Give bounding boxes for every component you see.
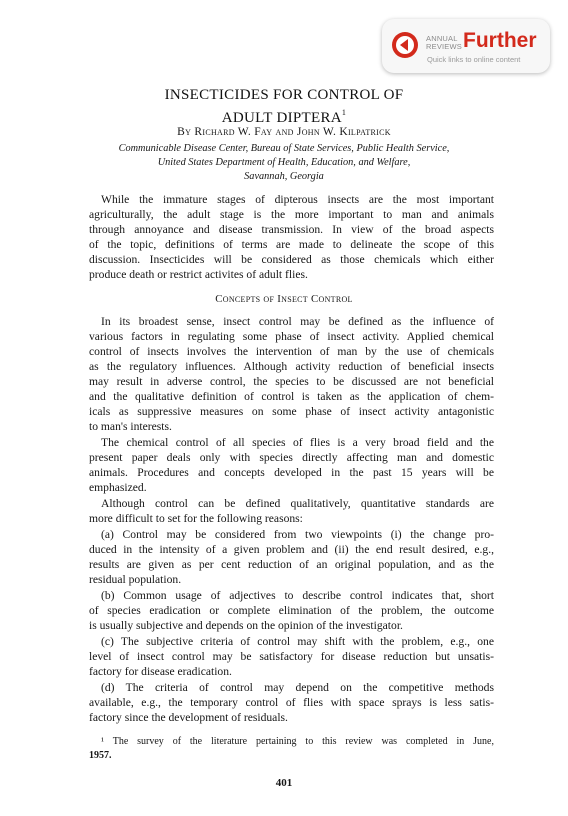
text-line: as the regulatory influences. Although activity reduction of beneficial insects (89, 360, 494, 373)
text-line: more difficult to set for the following reasons: (89, 512, 303, 525)
affiliation-line-1: Communicable Disease Center, Bureau of State Services, Public Health Service, (118, 143, 450, 154)
text-line: The chemical control of all species of flies is a very broad field and the (101, 436, 494, 449)
page-number: 401 (275, 777, 293, 789)
text-line: control of insects involves the intervention of man by the use of chemicals (89, 345, 494, 358)
badge-annual-text: ANNUAL (426, 34, 458, 43)
text-line: agriculturally, the adult stage is the more important to man and animals (89, 208, 494, 221)
author-byline: By Richard W. Fay and John W. Kilpatrick (177, 126, 391, 138)
text-line: may result in adverse control, the species to be discussed are not beneficial (89, 375, 494, 388)
play-arrow-circle-icon (391, 31, 419, 59)
affiliation-line-2: United States Department of Health, Education, and Welfare, (157, 157, 411, 168)
text-line: residual population. (89, 573, 182, 586)
affiliation-line-3: Savannah, Georgia (244, 171, 324, 182)
text-line: results are given as per cent reduction of an original population, and as the (89, 558, 494, 571)
title-footnote-mark: 1 (341, 108, 347, 117)
text-line: available, e.g., the temporary control of flies with space sprays is less satis- (89, 696, 494, 709)
text-line: (d) The criteria of control may depend on the competitive methods (101, 681, 494, 694)
badge-tagline: Quick links to online content (427, 55, 521, 64)
section-heading: Concepts of Insect Control (215, 293, 353, 305)
article-title-text: ADULT DIPTERA (221, 110, 342, 126)
footnote-line: ¹ The survey of the literature pertaining to this review was completed in June, (101, 736, 494, 747)
text-line: While the immature stages of dipterous insects are the most important (101, 193, 494, 206)
text-line: icals as suppressive measures on some phase of insect activity antagonistic (89, 405, 494, 418)
text-line: through annoyance and disease transmission. In view of the broad aspects (89, 223, 494, 236)
text-line: produce death or restrict activites of adult flies. (89, 268, 308, 281)
text-line: present paper deals only with species directly affecting man and domestic (89, 451, 494, 464)
badge-reviews-text: REVIEWS (426, 42, 462, 51)
text-line: Although control can be defined qualitatively, quantitative standards are (101, 497, 494, 510)
text-line: various factors in regulating some phase of insect activity. Applied chemical (89, 330, 494, 343)
text-line: (b) Common usage of adjectives to describe control indicates that, short (101, 589, 494, 602)
text-line: duced in the intensity of a given problem and (ii) the end result desired, e.g., (89, 543, 494, 556)
text-line: discussion. Insecticides will be considered as those chemicals which either (89, 253, 494, 266)
text-line: emphasized. (89, 481, 147, 494)
text-line: level of insect control may be satisfactory for disease reduction but unsatis- (89, 650, 494, 663)
badge-further-label[interactable]: Further (463, 29, 537, 52)
text-line: factory since the development of residuals. (89, 711, 288, 724)
text-line: to man's interests. (89, 420, 172, 433)
text-line: (a) Control may be considered from two viewpoints (i) the change pro- (101, 528, 494, 541)
annual-reviews-further-badge[interactable] (382, 19, 550, 73)
text-line: of species eradication or complete elimination of the problem, the outcome (89, 604, 494, 617)
footnote-line: 1957. (89, 750, 112, 761)
text-line: In its broadest sense, insect control may be defined as the influence of (101, 315, 494, 328)
text-line: (c) The subjective criteria of control may shift with the problem, e.g., one (101, 635, 494, 648)
article-title-line-2 (0, 104, 568, 127)
article-title-line-1: INSECTICIDES FOR CONTROL OF (164, 87, 404, 103)
annual-reviews-wordmark (426, 35, 462, 51)
text-line: animals. Procedures and concepts developed in the past 15 years will be (89, 466, 494, 479)
text-line: of the topic, definitions of terms are made to delineate the scope of this (89, 238, 494, 251)
text-line: factory for disease eradication. (89, 665, 232, 678)
text-line: is usually subjective and depends on the opinion of the investigator. (89, 619, 403, 632)
text-line: and the qualitative definition of control is taken as the application of chem- (89, 390, 494, 403)
